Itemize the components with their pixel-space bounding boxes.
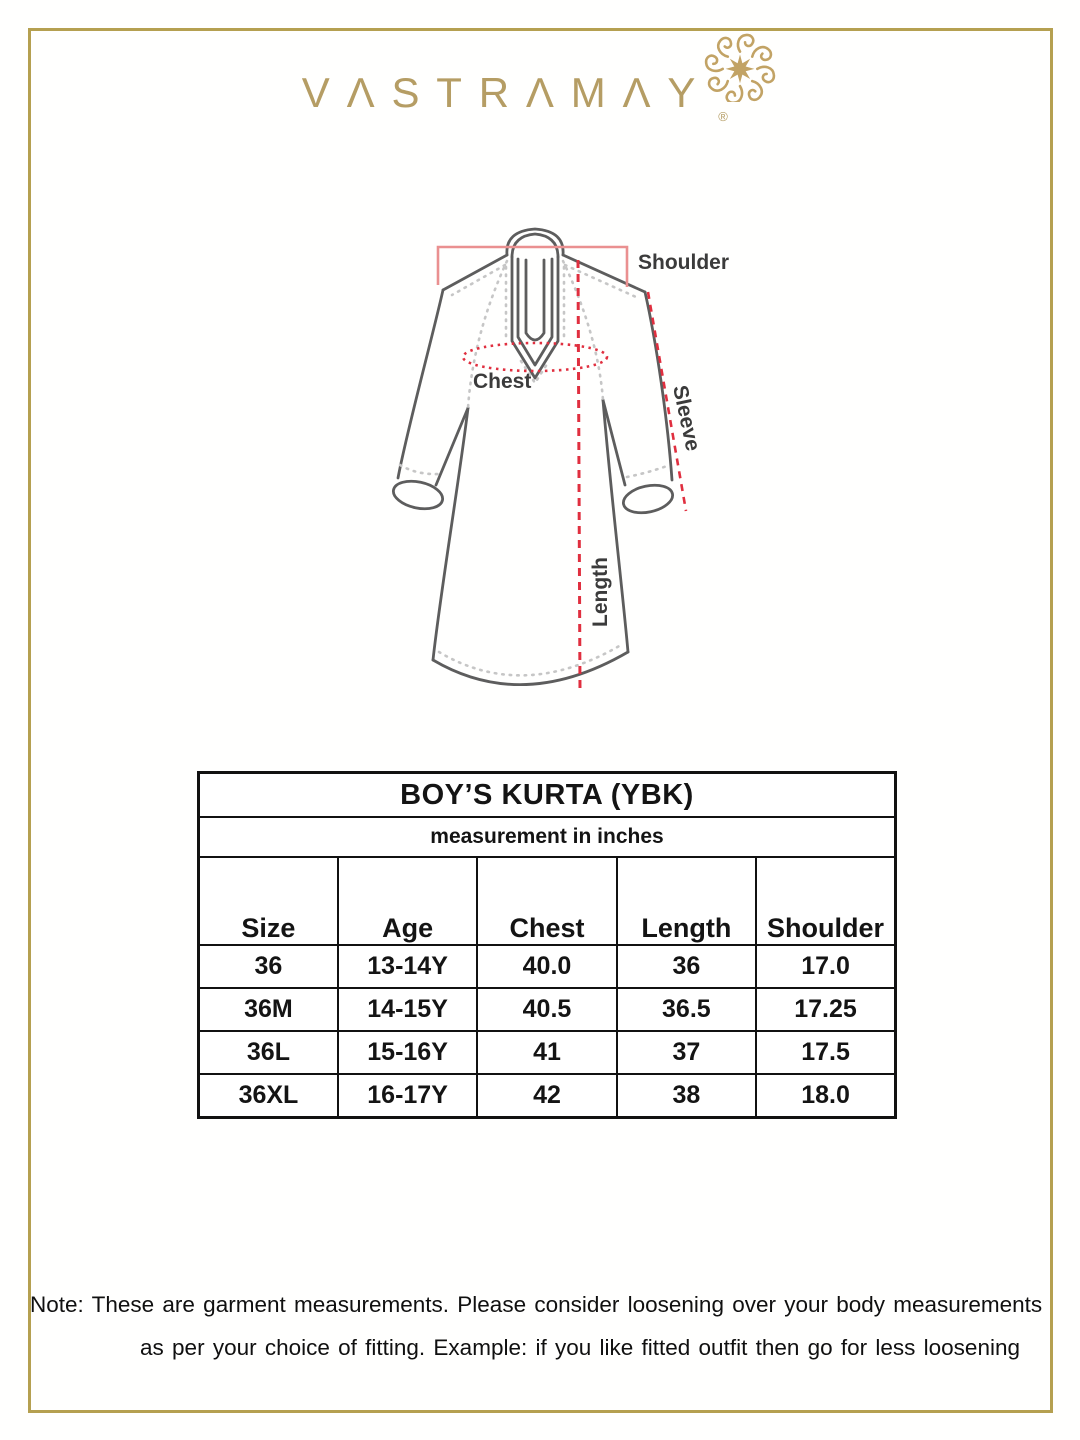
column-header-length: Length: [617, 857, 756, 945]
sleeve-label: Sleeve: [668, 383, 705, 454]
cell-length: 36.5: [617, 988, 756, 1031]
size-chart: [197, 771, 897, 1119]
table-row: [199, 988, 896, 1031]
cell-age: 15-16Y: [338, 1031, 477, 1074]
cell-size: 36: [199, 945, 338, 988]
cell-length: 36: [617, 945, 756, 988]
kurta-measurement-diagram: [355, 215, 755, 715]
floral-swirl-star-icon: [704, 30, 776, 102]
registered-trademark: ®: [718, 109, 728, 124]
brand-wordmark: VΛSTRΛMΛY: [301, 69, 713, 116]
column-header-shoulder: Shoulder: [756, 857, 895, 945]
column-header-chest: Chest: [477, 857, 616, 945]
measurement-lines: [463, 260, 686, 691]
cell-chest: 40.0: [477, 945, 616, 988]
cell-shoulder: 17.0: [756, 945, 895, 988]
cell-age: 14-15Y: [338, 988, 477, 1031]
brand-ornament: [702, 36, 778, 124]
table-row: [199, 1074, 896, 1118]
cell-size: 36M: [199, 988, 338, 1031]
header-row: [199, 857, 896, 945]
note-line-2: as per your choice of fitting. Example: if you like fitted outfit then go for less loosening: [140, 1335, 1020, 1360]
cell-shoulder: 17.25: [756, 988, 895, 1031]
chest-ellipse: [463, 343, 607, 371]
size-chart-table: [197, 771, 897, 1119]
cell-chest: 42: [477, 1074, 616, 1118]
cell-length: 38: [617, 1074, 756, 1118]
length-line: [578, 260, 580, 691]
cell-shoulder: 17.5: [756, 1031, 895, 1074]
brand-logo: [0, 36, 1080, 124]
chart-subtitle: measurement in inches: [199, 817, 896, 857]
cell-shoulder: 18.0: [756, 1074, 895, 1118]
note-line-1: Note: These are garment measurements. Please consider loosening over your body measurements: [30, 1292, 1043, 1317]
kurta-outline: [391, 229, 675, 685]
chest-label: Chest: [473, 370, 532, 393]
length-label: Length: [589, 557, 612, 627]
table-row: [199, 1031, 896, 1074]
cell-age: 13-14Y: [338, 945, 477, 988]
cell-chest: 40.5: [477, 988, 616, 1031]
note-text: [30, 1283, 1043, 1369]
cell-size: 36XL: [199, 1074, 338, 1118]
cell-age: 16-17Y: [338, 1074, 477, 1118]
table-row: [199, 945, 896, 988]
column-header-size: Size: [199, 857, 338, 945]
cell-size: 36L: [199, 1031, 338, 1074]
cell-length: 37: [617, 1031, 756, 1074]
column-header-age: Age: [338, 857, 477, 945]
cell-chest: 41: [477, 1031, 616, 1074]
shoulder-label: Shoulder: [638, 251, 730, 274]
chart-title: BOY’S KURTA (YBK): [199, 773, 896, 818]
